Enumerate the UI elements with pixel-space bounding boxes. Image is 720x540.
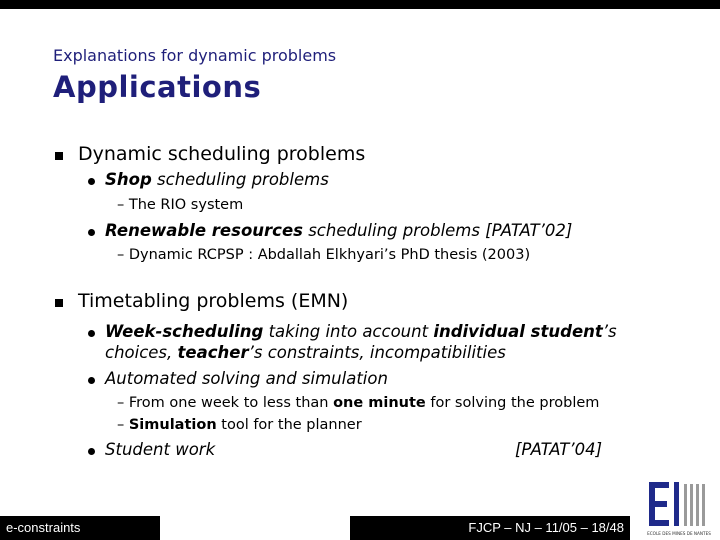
square-bullet-icon: [55, 152, 63, 160]
subbullet-renewable: Renewable resources scheduling problems [PATAT’02]: [105, 221, 573, 240]
round-bullet-icon: [88, 377, 95, 384]
subbullet-week-scheduling: Week-scheduling taking into account individual student’s: [105, 322, 617, 341]
footer-left-label: e-constraints: [0, 516, 160, 540]
bullet-dynamic-scheduling: Dynamic scheduling problems: [78, 143, 366, 165]
round-bullet-icon: [88, 178, 95, 185]
top-bar: [0, 0, 720, 9]
square-bullet-icon: [55, 299, 63, 307]
subbullet-shop: Shop scheduling problems: [105, 170, 329, 189]
detail-simulation-tool: – Simulation tool for the planner: [117, 417, 362, 433]
footer-page-info: FJCP – NJ – 11/05 – 18/48: [350, 516, 630, 540]
bullet-timetabling: Timetabling problems (EMN): [78, 290, 349, 312]
footer: [0, 516, 720, 540]
subbullet-week-scheduling-line2: choices, teacher’s constraints, incompatibilities: [105, 343, 506, 362]
round-bullet-icon: [88, 330, 95, 337]
logo-caption: ECOLE DES MINES DE NANTES: [647, 531, 711, 536]
slide-title: Applications: [53, 70, 262, 104]
subbullet-student-work: Student work: [105, 440, 216, 459]
round-bullet-icon: [88, 448, 95, 455]
slide-subtitle: Explanations for dynamic problems: [53, 46, 337, 65]
reference-patat04: [PATAT’04]: [515, 440, 603, 459]
detail-rcpsp: – Dynamic RCPSP : Abdallah Elkhyari’s PhD thesis (2003): [117, 247, 531, 263]
round-bullet-icon: [88, 229, 95, 236]
subbullet-automated-solving: Automated solving and simulation: [105, 369, 388, 388]
detail-one-minute: – From one week to less than one minute for solving the problem: [117, 395, 600, 411]
detail-rio-system: – The RIO system: [117, 197, 244, 213]
